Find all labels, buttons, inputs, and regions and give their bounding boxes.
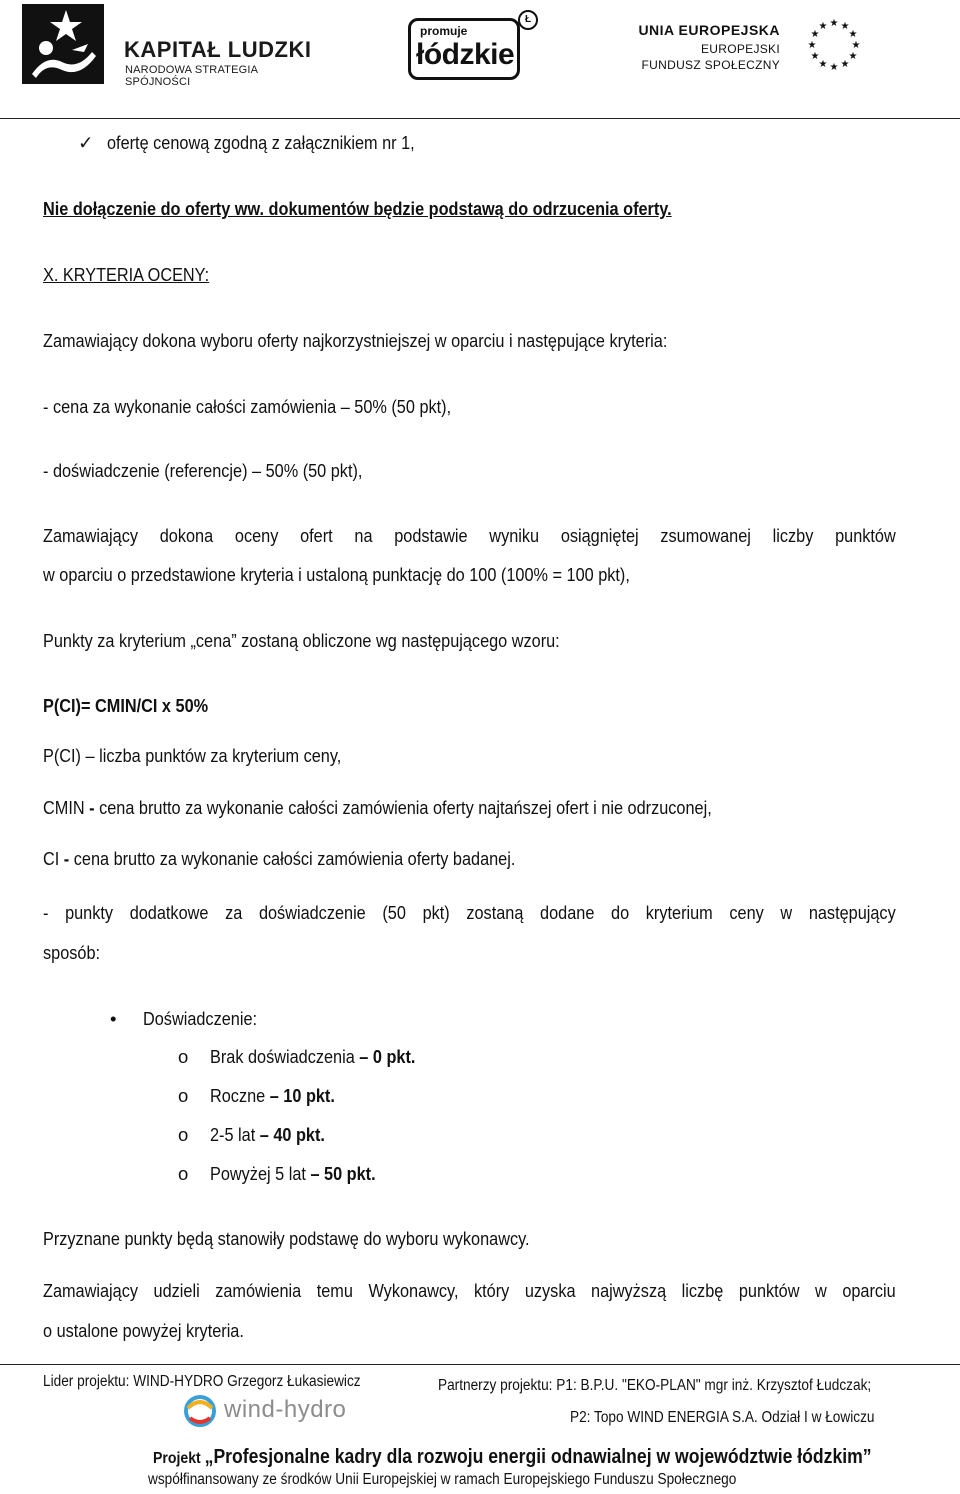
evaluation-line1: Zamawiający dokona oceny ofert na podstawie wyniku osiągniętej zsumowanej liczby punktów — [43, 525, 896, 546]
award-line2: o ustalone powyżej kryteria. — [43, 1320, 244, 1341]
project-partners-line1: Partnerzy projektu: P1: B.P.U. "EKO-PLAN" mgr inż. Krzysztof Łudczak; — [438, 1377, 872, 1394]
points-basis: Przyznane punkty będą stanowiły podstawę do wyboru wykonawcy. — [43, 1228, 530, 1249]
definition-ci-label: CI — [43, 848, 60, 869]
bullet-icon: • — [110, 1008, 117, 1029]
eu-logo — [640, 12, 870, 78]
rejection-warning: Nie dołączenie do oferty ww. dokumentów będzie podstawą do odrzucenia oferty. — [43, 198, 672, 219]
sub-bullet-icon: o — [178, 1124, 189, 1145]
project-partners-line2: P2: Topo WIND ENERGIA S.A. Odział I w Łowiczu — [570, 1409, 875, 1426]
kapital-ludzki-emblem-icon — [22, 4, 104, 84]
level-item: 2-5 lat – 40 pkt. — [210, 1124, 325, 1145]
lodzkie-label: łódzkie — [416, 38, 515, 71]
svg-text:★: ★ — [829, 62, 839, 73]
definition-ci-text: cena brutto za wykonanie całości zamówienia oferty badanej. — [73, 848, 516, 869]
sub-bullet-icon: o — [178, 1163, 189, 1184]
svg-text:★: ★ — [840, 59, 850, 70]
level-item: Roczne – 10 pkt. — [210, 1085, 335, 1106]
level-item: Brak doświadczenia – 0 pkt. — [210, 1046, 416, 1067]
criteria-intro: Zamawiający dokona wyboru oferty najkorzystniejszej w oparciu i następujące kryteria: — [43, 330, 668, 351]
project-leader: Lider projektu: WIND-HYDRO Grzegorz Łukasiewicz — [43, 1373, 361, 1390]
svg-text:★: ★ — [810, 51, 820, 62]
wind-hydro-logo — [180, 1394, 360, 1428]
wind-hydro-emblem-icon — [180, 1394, 220, 1428]
definition-p-label: P(CI) — [43, 745, 81, 766]
kapital-ludzki-title: KAPITAŁ LUDZKI — [124, 37, 312, 62]
formula: P(CI)= CMIN/CI x 50% — [43, 695, 209, 716]
svg-text:★: ★ — [818, 21, 828, 32]
kapital-ludzki-subtitle: NARODOWA STRATEGIA SPÓJNOŚCI — [125, 64, 258, 88]
bonus-line1: - punkty dodatkowe za doświadczenie (50 pkt) zostaną dodane do kryterium ceny w następujący — [43, 902, 896, 923]
wind-hydro-wordmark: wind-hydro — [224, 1396, 347, 1423]
section-heading: X. KRYTERIA OCENY: — [43, 264, 210, 285]
definition-p — [43, 745, 341, 767]
definition-cmin-text: cena brutto za wykonanie całości zamówienia oferty najtańszej ofert i nie odrzuconej, — [99, 797, 712, 818]
check-item: ofertę cenową zgodną z załącznikiem nr 1, — [107, 132, 415, 153]
promuje-lodzkie-logo — [408, 10, 538, 80]
experience-label: Doświadczenie: — [143, 1008, 258, 1029]
svg-text:★: ★ — [840, 21, 850, 32]
eu-flag-icon — [798, 12, 870, 78]
svg-text:★: ★ — [851, 40, 861, 51]
svg-text:★: ★ — [807, 40, 817, 51]
lodzkie-mark-icon: Ł — [518, 10, 538, 30]
svg-text:★: ★ — [810, 29, 820, 40]
definition-cmin-label: CMIN — [43, 797, 85, 818]
sub-bullet-icon: o — [178, 1046, 189, 1067]
definition-cmin-dash: - — [84, 797, 100, 818]
evaluation-line2: w oparciu o przedstawione kryteria i ustaloną punktację do 100 (100% = 100 pkt), — [43, 564, 630, 585]
criterion-experience: - doświadczenie (referencje) – 50% (50 pkt), — [43, 460, 363, 481]
definition-ci-dash: - — [59, 848, 74, 869]
definition-ci — [43, 848, 515, 870]
sub-bullet-icon: o — [178, 1085, 189, 1106]
svg-text:★: ★ — [848, 51, 858, 62]
definition-p-text: – liczba punktów za kryterium ceny, — [80, 745, 342, 766]
award-line1: Zamawiający udzieli zamówienia temu Wykonawcy, który uzyska najwyższą liczbę punktów w oparciu — [43, 1280, 896, 1301]
level-item: Powyżej 5 lat – 50 pkt. — [210, 1163, 376, 1184]
svg-text:★: ★ — [848, 29, 858, 40]
svg-text:★: ★ — [818, 59, 828, 70]
cofinance-note: współfinansowany ze środków Unii Europejskiej w ramach Europejskiego Funduszu Społecznego — [148, 1471, 737, 1488]
bonus-line2: sposób: — [43, 942, 101, 963]
definition-cmin — [43, 797, 712, 819]
footer-divider — [0, 1364, 960, 1365]
eu-name: UNIA EUROPEJSKA — [638, 22, 780, 38]
check-icon: ✓ — [78, 132, 94, 153]
criterion-price: - cena za wykonanie całości zamówienia – 50% (50 pkt), — [43, 396, 452, 417]
svg-text:★: ★ — [829, 18, 839, 29]
formula-intro: Punkty za kryterium „cena” zostaną obliczone wg następującego wzoru: — [43, 630, 560, 651]
header-divider — [0, 118, 960, 119]
project-title: Projekt „Profesjonalne kadry dla rozwoju energii odnawialnej w województwie łódzkim” — [153, 1446, 872, 1468]
promuje-label: promuje — [420, 24, 468, 38]
eu-fund-line1: EUROPEJSKI — [700, 42, 780, 56]
kapital-ludzki-logo — [22, 4, 322, 88]
eu-fund-line2: FUNDUSZ SPOŁECZNY — [641, 58, 780, 72]
